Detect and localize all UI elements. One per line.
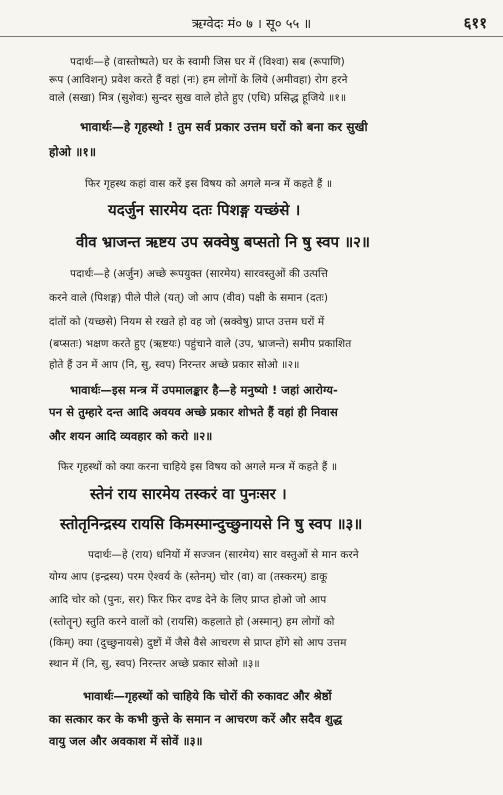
mantra-line: स्तोतृनिन्द्रस्य रायसि किमस्मान्दुच्छुनायसे नि षु स्वप ॥३॥ (60, 515, 363, 533)
text-line: पदार्थः—हे (वास्तोष्पते) घर के स्वामी जिस घर में (विश्वा) सब (रूपाणि) (70, 56, 345, 68)
text-line: पदार्थः—हे (राय) धनियों में सज्जन (सारमेय) सार वस्तुओं से मान करने (88, 549, 359, 561)
text-line: रूप (आविशन्) प्रवेश करते हैं वहां (नः) हम लोगों के लिये (अमीवहा) रोग हरने (49, 74, 348, 86)
mantra-line: वीव भ्राजन्त ऋष्टय उप स्रक्वेषु बप्सतो नि षु स्वप ॥२॥ (76, 233, 370, 251)
text-line: (बप्सतः) भक्षण करते हुए (ऋष्टयः) पहुंचाने वाले (उप, भ्राजन्ते) समीप प्रकाशित (49, 338, 352, 350)
text-line: पन से तुम्हारे दन्त आदि अवयव अच्छे प्रकार शोभते हैं वहां ही निवास (49, 405, 338, 419)
text-line: भावार्थः—हे गृहस्थो ! तुम सर्व प्रकार उत्तम घरों को बना कर सुखी (80, 120, 368, 134)
text-line: और शयन आदि व्यवहार को करो ॥२॥ (49, 429, 213, 443)
text-line: करने वाले (पिशङ्ग) पीले पीले (यत्) जो आप (वीव) पक्षी के समान (दतः) (49, 292, 329, 304)
text-line: योग्य आप (इन्द्रस्य) परम ऐश्वर्य के (स्तेनम्) चोर (वा) वा (तस्करम्) डाकू (49, 571, 328, 583)
mantra-line: स्तेनं राय सारमेय तस्करं वा पुनःसर । (90, 485, 287, 503)
text-line: आदि चोर को (पुनः, सर) फिर फिर दण्ड देने के लिए प्राप्त होओ जो आप (49, 594, 327, 606)
text-line: भावार्थः—इस मन्त्र में उपमालङ्कार है—हे मनुष्यो ! जहां आरोग्य- (70, 383, 338, 397)
text-line: (स्तोतॄन्) स्तुति करने वालों को (रायसि) कहलाते हो (अस्मान्) हम लोगों को (49, 616, 335, 628)
text-line: पदार्थः—हे (अर्जुन) अच्छे रूपयुक्त (सारमेय) सारवस्तुओं की उत्पत्ति (70, 268, 328, 280)
text-line: भावार्थः—गृहस्थों को चाहिये कि चोरों की रुकावट और श्रेष्ठों (83, 689, 332, 703)
text-line: स्थान में (नि, सु, स्वप) निरन्तर अच्छे प्रकार सोओ ॥३॥ (49, 658, 260, 670)
page-header: ऋग्वेदः मं० ७ । सू० ५५ ॥ (191, 17, 312, 32)
section-intro: फिर गृहस्थ कहां वास करें इस विषय को अगले मन्त्र में कहते हैं ॥ (85, 178, 333, 190)
text-line: होओ ॥१॥ (49, 145, 97, 159)
mantra-line: यदर्जुन सारमेय दतः पिशङ्ग यच्छंसे । (108, 201, 301, 219)
text-line: होते हैं उन में आप (नि, सु, स्वप) निरन्तर अच्छे प्रकार सोओ ॥२॥ (49, 359, 300, 371)
text-line: (किम्) क्या (दुच्छुनायसे) दुष्टों में जैसे वैसे आचरण से प्राप्त होंगे सो आप उत्तम (49, 637, 347, 649)
page-number: ६११ (463, 14, 487, 32)
header-rule (0, 36, 503, 37)
text-line: का सत्कार कर के कभी कुत्ते के समान न आचरण करें और सदैव शुद्ध (49, 712, 343, 726)
text-line: दांतों को (यच्छसे) नियम से रखते हो वह जो (स्रक्वेषु) प्राप्त उत्तम घरों में (49, 316, 325, 328)
text-line: वाले (सखा) मित्र (सुशेवः) सुन्दर सुख वाले होते हुए (एधि) प्रसिद्ध हूजिये ॥१॥ (49, 92, 347, 104)
text-line: वायु जल और अवकाश में सोवें ॥३॥ (49, 734, 203, 748)
section-intro: फिर गृहस्थों को क्या करना चाहिये इस विषय को अगले मन्त्र में कहते हैं ॥ (58, 461, 338, 473)
